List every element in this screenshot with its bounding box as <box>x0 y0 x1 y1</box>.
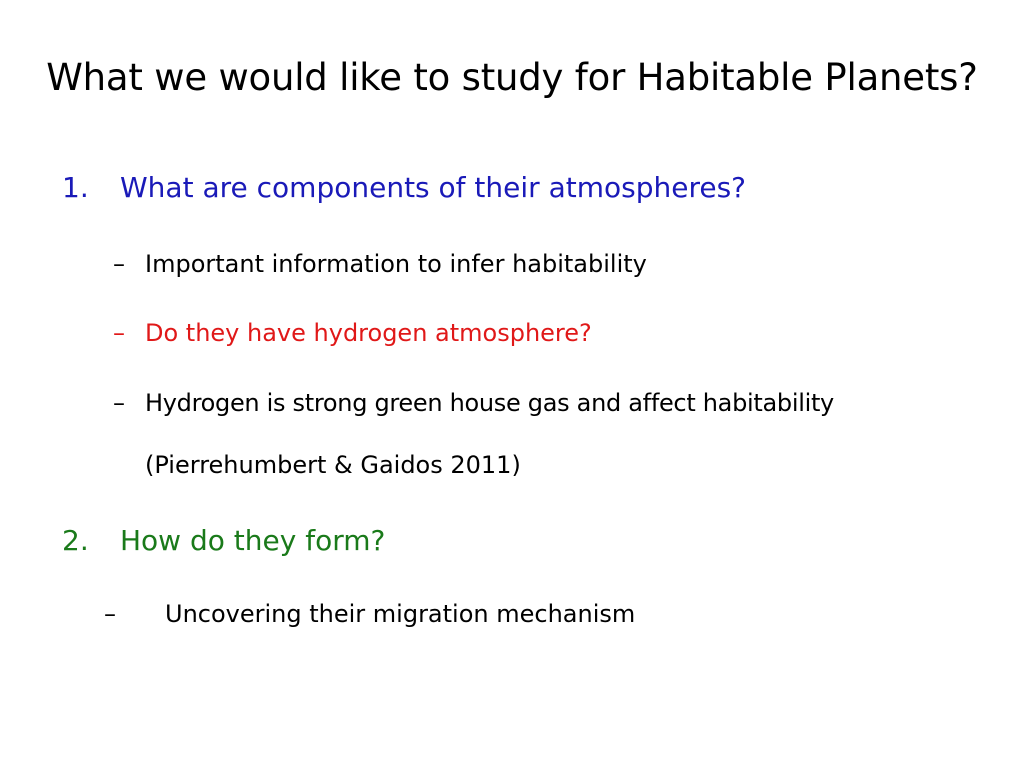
list-item-1-text: What are components of their atmospheres? <box>120 171 747 204</box>
sub-item-1-1-bullet: – <box>113 250 125 278</box>
sub-item-1-2-text: Do they have hydrogen atmosphere? <box>145 319 592 347</box>
sub-item-2-1-text: Uncovering their migration mechanism <box>165 600 636 628</box>
sub-item-1-2-bullet: – <box>113 319 125 347</box>
sub-item-1-1-text: Important information to infer habitability <box>145 250 647 278</box>
sub-item-1-3-bullet: – <box>113 389 125 417</box>
list-item-2-text: How do they form? <box>120 524 386 557</box>
sub-item-1-3-text: Hydrogen is strong green house gas and affect habitability <box>145 389 834 417</box>
list-item-1-number: 1. <box>62 171 89 204</box>
slide-title: What we would like to study for Habitable Planets? <box>46 56 978 99</box>
sub-item-2-1-bullet: – <box>104 600 116 628</box>
sub-item-1-3-continuation: (Pierrehumbert & Gaidos 2011) <box>145 451 521 479</box>
list-item-2-number: 2. <box>62 524 89 557</box>
